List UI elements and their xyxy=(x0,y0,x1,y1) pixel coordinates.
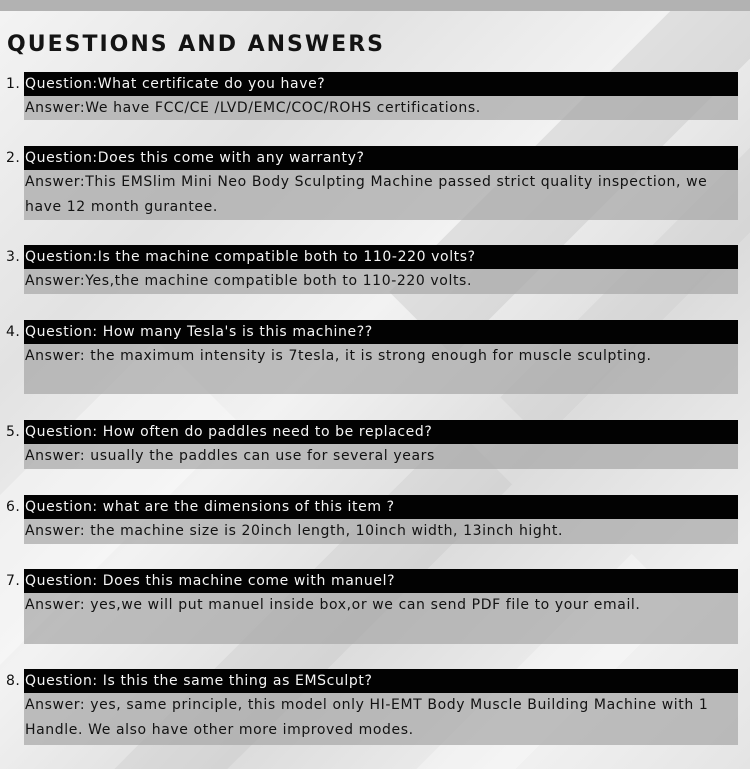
qa-item xyxy=(6,495,738,544)
answer-text: Answer: yes, same principle, this model only HI-EMT Body Muscle Building Machine with 1 Handle. We also have other more improved modes. xyxy=(24,693,738,745)
qa-number: 2. xyxy=(6,150,21,166)
qa-item xyxy=(6,72,738,120)
question-text: Question:Does this come with any warranty? xyxy=(24,146,738,170)
answer-text: Answer: the machine size is 20inch length, 10inch width, 13inch hight. xyxy=(24,519,738,544)
qa-number: 8. xyxy=(6,673,21,689)
qa-item xyxy=(6,320,738,394)
qa-item xyxy=(6,420,738,469)
answer-text: Answer: usually the paddles can use for several years xyxy=(24,444,738,469)
question-text: Question: what are the dimensions of this item ? xyxy=(24,495,738,519)
qa-number: 5. xyxy=(6,424,21,440)
question-text: Question:What certificate do you have? xyxy=(24,72,738,96)
question-text: Question: Does this machine come with manuel? xyxy=(24,569,738,593)
qa-number: 1. xyxy=(6,76,21,92)
question-text: Question: Is this the same thing as EMSculpt? xyxy=(24,669,738,693)
question-text: Question: How many Tesla's is this machine?? xyxy=(24,320,738,344)
qa-item xyxy=(6,245,738,294)
page-title: QUESTIONS AND ANSWERS xyxy=(7,32,385,57)
qa-item xyxy=(6,146,738,220)
qa-item xyxy=(6,669,738,745)
answer-text: Answer: the maximum intensity is 7tesla, it is strong enough for muscle sculpting. xyxy=(24,344,738,394)
qa-number: 3. xyxy=(6,249,21,265)
answer-text: Answer:We have FCC/CE /LVD/EMC/COC/ROHS certifications. xyxy=(24,96,738,120)
question-text: Question:Is the machine compatible both to 110-220 volts? xyxy=(24,245,738,269)
qa-item xyxy=(6,569,738,644)
question-text: Question: How often do paddles need to be replaced? xyxy=(24,420,738,444)
qa-number: 6. xyxy=(6,499,21,515)
qa-number: 4. xyxy=(6,324,21,340)
top-bar xyxy=(0,0,750,11)
answer-text: Answer:Yes,the machine compatible both to 110-220 volts. xyxy=(24,269,738,294)
answer-text: Answer:This EMSlim Mini Neo Body Sculpting Machine passed strict quality inspection, we have 12 month gurantee. xyxy=(24,170,738,220)
qa-number: 7. xyxy=(6,573,21,589)
answer-text: Answer: yes,we will put manuel inside box,or we can send PDF file to your email. xyxy=(24,593,738,644)
